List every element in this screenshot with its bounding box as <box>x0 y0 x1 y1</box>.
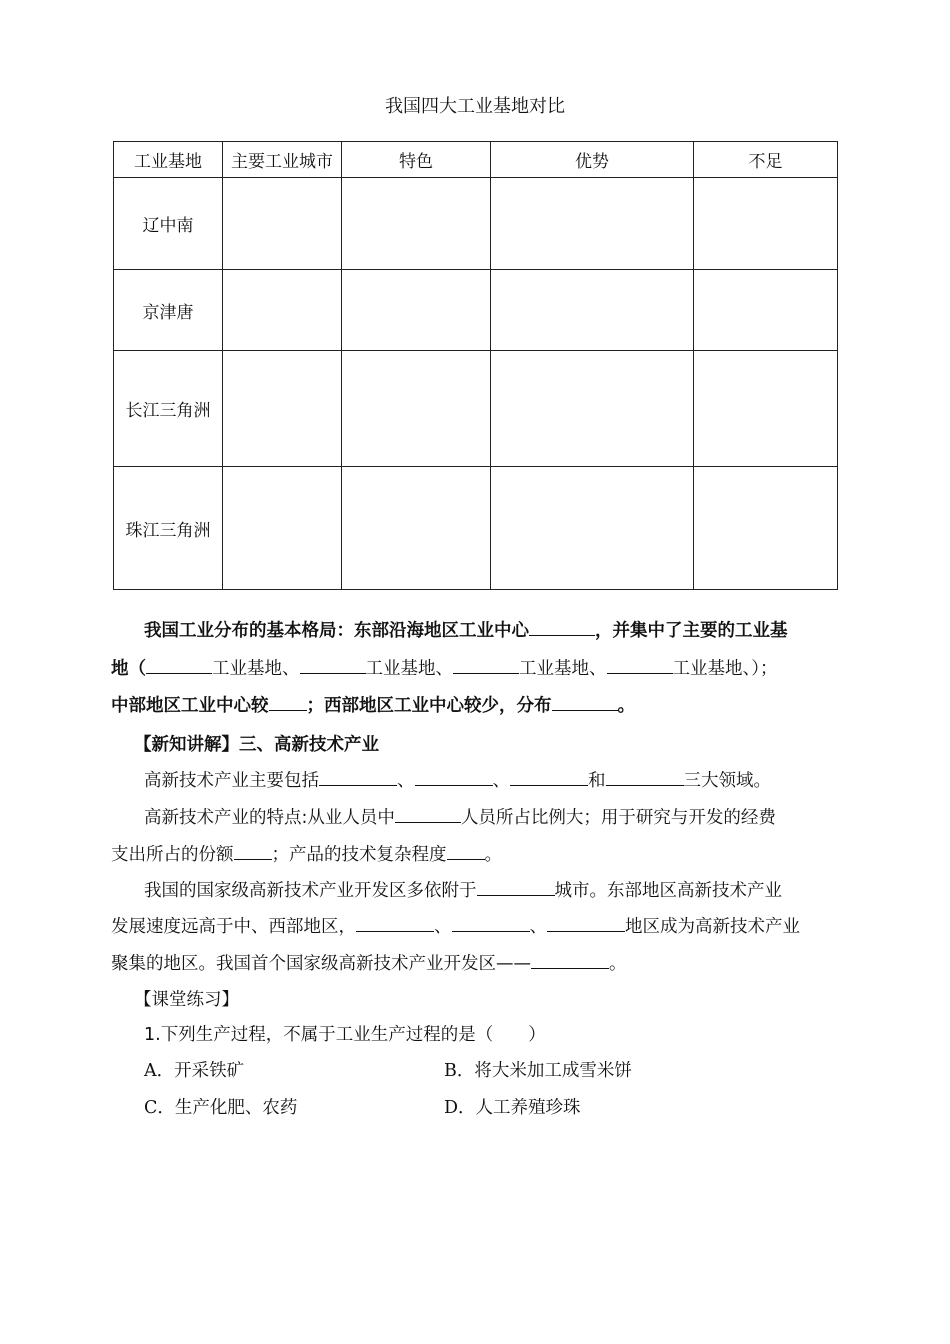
answer-blank[interactable] <box>452 915 530 932</box>
answer-cell[interactable] <box>491 270 694 351</box>
header-features: 特色 <box>342 142 491 178</box>
answer-cell[interactable] <box>694 351 838 467</box>
answer-cell[interactable] <box>491 467 694 590</box>
option-a[interactable]: A．开采铁矿 <box>144 1061 245 1081</box>
option-d[interactable]: D．人工养殖珍珠 <box>444 1098 581 1118</box>
header-advantages: 优势 <box>491 142 694 178</box>
option-c[interactable]: C．生产化肥、农药 <box>144 1098 298 1118</box>
answer-cell[interactable] <box>223 351 342 467</box>
pattern-line-3: 中部地区工业中心较 ；西部地区工业中心较少，分布 。 <box>111 696 635 716</box>
header-cities: 主要工业城市 <box>223 142 342 178</box>
answer-cell[interactable] <box>342 178 491 270</box>
table-row <box>114 270 838 351</box>
hitech-para-3-line-1: 我国的国家级高新技术产业开发区多依附于 城市。东部地区高新技术产业 <box>144 881 782 901</box>
table-header-row <box>114 142 838 178</box>
answer-blank[interactable] <box>300 657 366 674</box>
section-heading: 【新知讲解】三、高新技术产业 <box>134 735 379 755</box>
answer-blank[interactable] <box>510 769 588 786</box>
answer-cell[interactable] <box>223 270 342 351</box>
answer-cell[interactable] <box>223 178 342 270</box>
answer-blank[interactable] <box>146 657 212 674</box>
hitech-para-3-line-3: 聚集的地区。我国首个国家级高新技术产业开发区—— 。 <box>111 954 627 974</box>
answer-blank[interactable] <box>552 694 618 711</box>
answer-blank[interactable] <box>319 769 397 786</box>
option-b[interactable]: B．将大米加工成雪米饼 <box>444 1061 632 1081</box>
header-base: 工业基地 <box>114 142 223 178</box>
answer-blank[interactable] <box>356 915 434 932</box>
row-label-pearl-delta: 珠江三角洲 <box>114 467 223 590</box>
pattern-line-2: 地（ 工业基地、 工业基地、 工业基地、 工业基地、）； <box>111 659 778 679</box>
answer-blank[interactable] <box>529 619 595 636</box>
answer-cell[interactable] <box>694 467 838 590</box>
hitech-para-1: 高新技术产业主要包括 、 、 和 三大领域。 <box>144 771 771 791</box>
hitech-para-2-line-1: 高新技术产业的特点:从业人员中 人员所占比例大；用于研究与开发的经费 <box>144 808 776 828</box>
pattern-line-1: 我国工业分布的基本格局：东部沿海地区工业中心 ，并集中了主要的工业基 <box>144 621 788 641</box>
header-shortcomings: 不足 <box>694 142 838 178</box>
answer-cell[interactable] <box>342 351 491 467</box>
answer-blank[interactable] <box>453 657 519 674</box>
answer-blank[interactable] <box>269 694 307 711</box>
answer-blank[interactable] <box>477 879 555 896</box>
table-row <box>114 467 838 590</box>
row-label-yangtze-delta: 长江三角洲 <box>114 351 223 467</box>
answer-blank[interactable] <box>607 657 673 674</box>
row-label-jingjintang: 京津唐 <box>114 270 223 351</box>
answer-blank[interactable] <box>606 769 684 786</box>
answer-cell[interactable] <box>223 467 342 590</box>
answer-cell[interactable] <box>694 178 838 270</box>
table-row <box>114 351 838 467</box>
answer-blank[interactable] <box>547 915 625 932</box>
answer-cell[interactable] <box>694 270 838 351</box>
hitech-para-3-line-2: 发展速度远高于中、西部地区， 、 、 地区成为高新技术产业 <box>111 917 800 937</box>
answer-blank[interactable] <box>447 843 485 860</box>
answer-blank[interactable] <box>395 806 461 823</box>
table-row <box>114 178 838 270</box>
hitech-para-2-line-2: 支出所占的份额 ；产品的技术复杂程度 。 <box>111 845 502 865</box>
page-title: 我国四大工业基地对比 <box>385 96 565 117</box>
comparison-table <box>113 141 838 590</box>
answer-cell[interactable] <box>491 351 694 467</box>
answer-cell[interactable] <box>342 467 491 590</box>
answer-blank[interactable] <box>234 843 272 860</box>
practice-heading: 【课堂练习】 <box>134 990 239 1010</box>
answer-blank[interactable] <box>415 769 493 786</box>
row-label-liaozhongnan: 辽中南 <box>114 178 223 270</box>
answer-cell[interactable] <box>491 178 694 270</box>
question-1: 1.下列生产过程，不属于工业生产过程的是（ ） <box>144 1025 546 1045</box>
answer-cell[interactable] <box>342 270 491 351</box>
answer-blank[interactable] <box>531 952 609 969</box>
